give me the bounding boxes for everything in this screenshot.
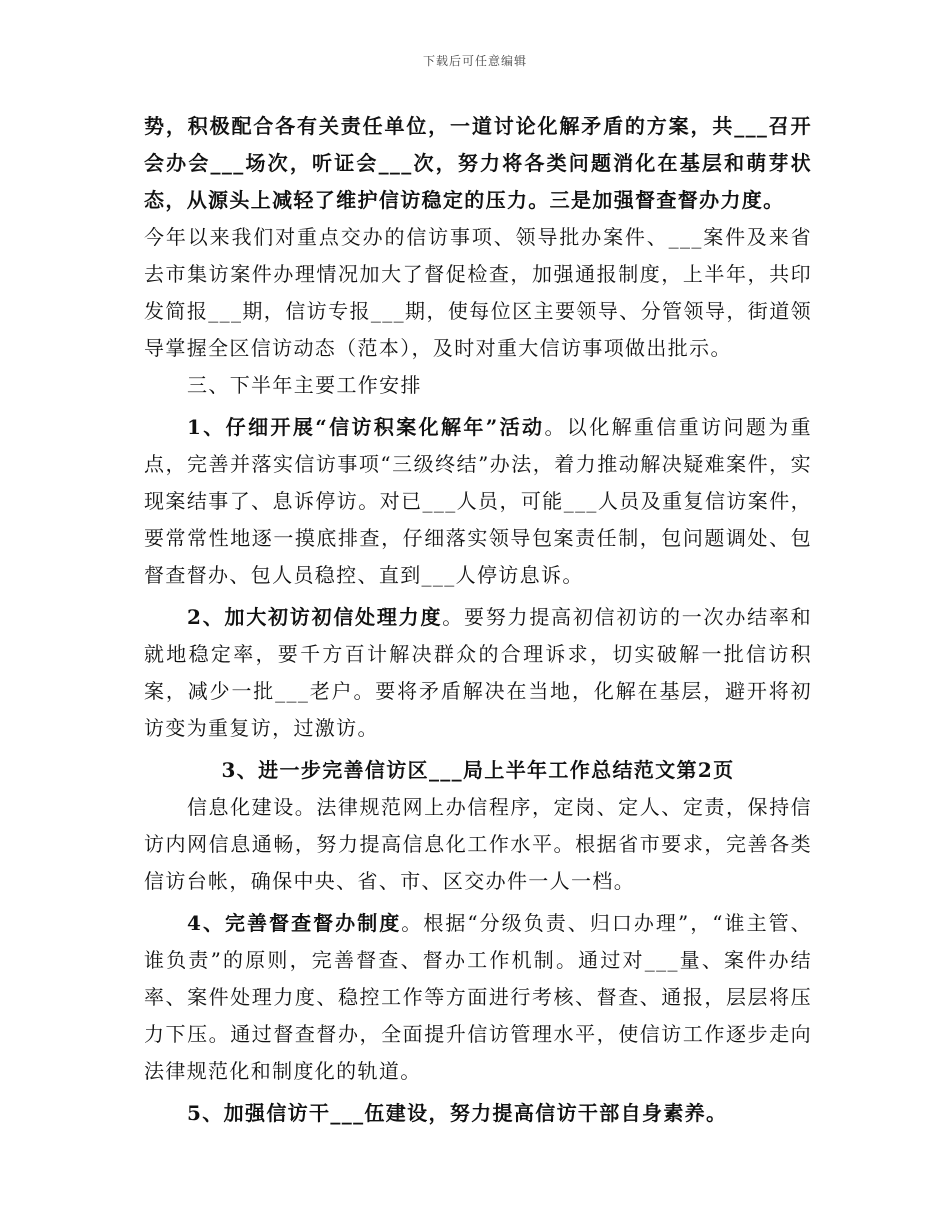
item-3-text: 信息化建设。法律规范网上办信程序，定岗、定人、定责，保持信访内网信息通畅，努力提高信息化工作水平。根据省市要求，完善各类信访台帐，确保中央、省、市、区交办件一人一档。: [144, 795, 812, 893]
item-1-text: 。以化解重信重访问题为重点，完善并落实信访事项“三级终结”办法，着力推动解决疑难案件，实现案结事了、息诉停访。对已___人员，可能___人员及重复信访案件，要常常性地逐一摸底排查，仔细落实领导包案责任制，包问题调处、包督查督办、包人员稳控、直到___人停访息诉。: [144, 415, 812, 587]
paragraph-item-2: [144, 599, 812, 747]
item-4-text: 。根据“分级负责、归口办理”，“谁主管、谁负责”的原则，完善督查、督办工作机制。通过对___量、案件办结率、案件处理力度、稳控工作等方面进行考核、督查、通报，层层将压力下压。通过督查督办，全面提升信访管理水平，使信访工作逐步走向法律规范化和制度化的轨道。: [144, 911, 812, 1083]
item-4-title: 4、完善督查督办制度: [187, 911, 402, 935]
paragraph-item-4: [144, 905, 812, 1090]
item-1-title: 1、仔细开展“信访积案化解年”活动: [187, 415, 545, 439]
section-heading-work-plan: 三、下半年主要工作安排: [187, 373, 422, 397]
item-5-title: 5、加强信访干___伍建设，努力提高信访干部自身素养。: [187, 1101, 728, 1125]
paragraph-item-1: [144, 409, 812, 594]
paragraph-continuation-bold: 势，积极配合各有关责任单位，一道讨论化解矛盾的方案，共___召开会办会___场次，听证会___次，努力将各类问题消化在基层和萌芽状态，从源头上减轻了维护信访稳定的压力。三是加强督查督办力度。: [144, 114, 812, 212]
item-2-text: 。要努力提高初信初访的一次办结率和就地稳定率，要千方百计解决群众的合理诉求，切实破解一批信访积案，减少一批___老户。要将矛盾解决在当地，化解在基层，避开将初访变为重复访，过激访。: [144, 605, 812, 740]
page-header: 下载后可任意编辑: [422, 54, 527, 68]
paragraph-supervision-details: 今年以来我们对重点交办的信访事项、领导批办案件、___案件及来省去市集访案件办理情况加大了督促检查，加强通报制度，上半年，共印发简报___期，信访专报___期，使每位区主要领导、分管领导，街道领导掌握全区信访动态（范本），及时对重大信访事项做出批示。: [144, 225, 812, 360]
document-body: [144, 108, 812, 1132]
item-2-title: 2、加大初访初信处理力度: [187, 605, 443, 629]
item-3-title: 3、进一步完善信访区___局上半年工作总结范文第2页: [221, 758, 735, 782]
